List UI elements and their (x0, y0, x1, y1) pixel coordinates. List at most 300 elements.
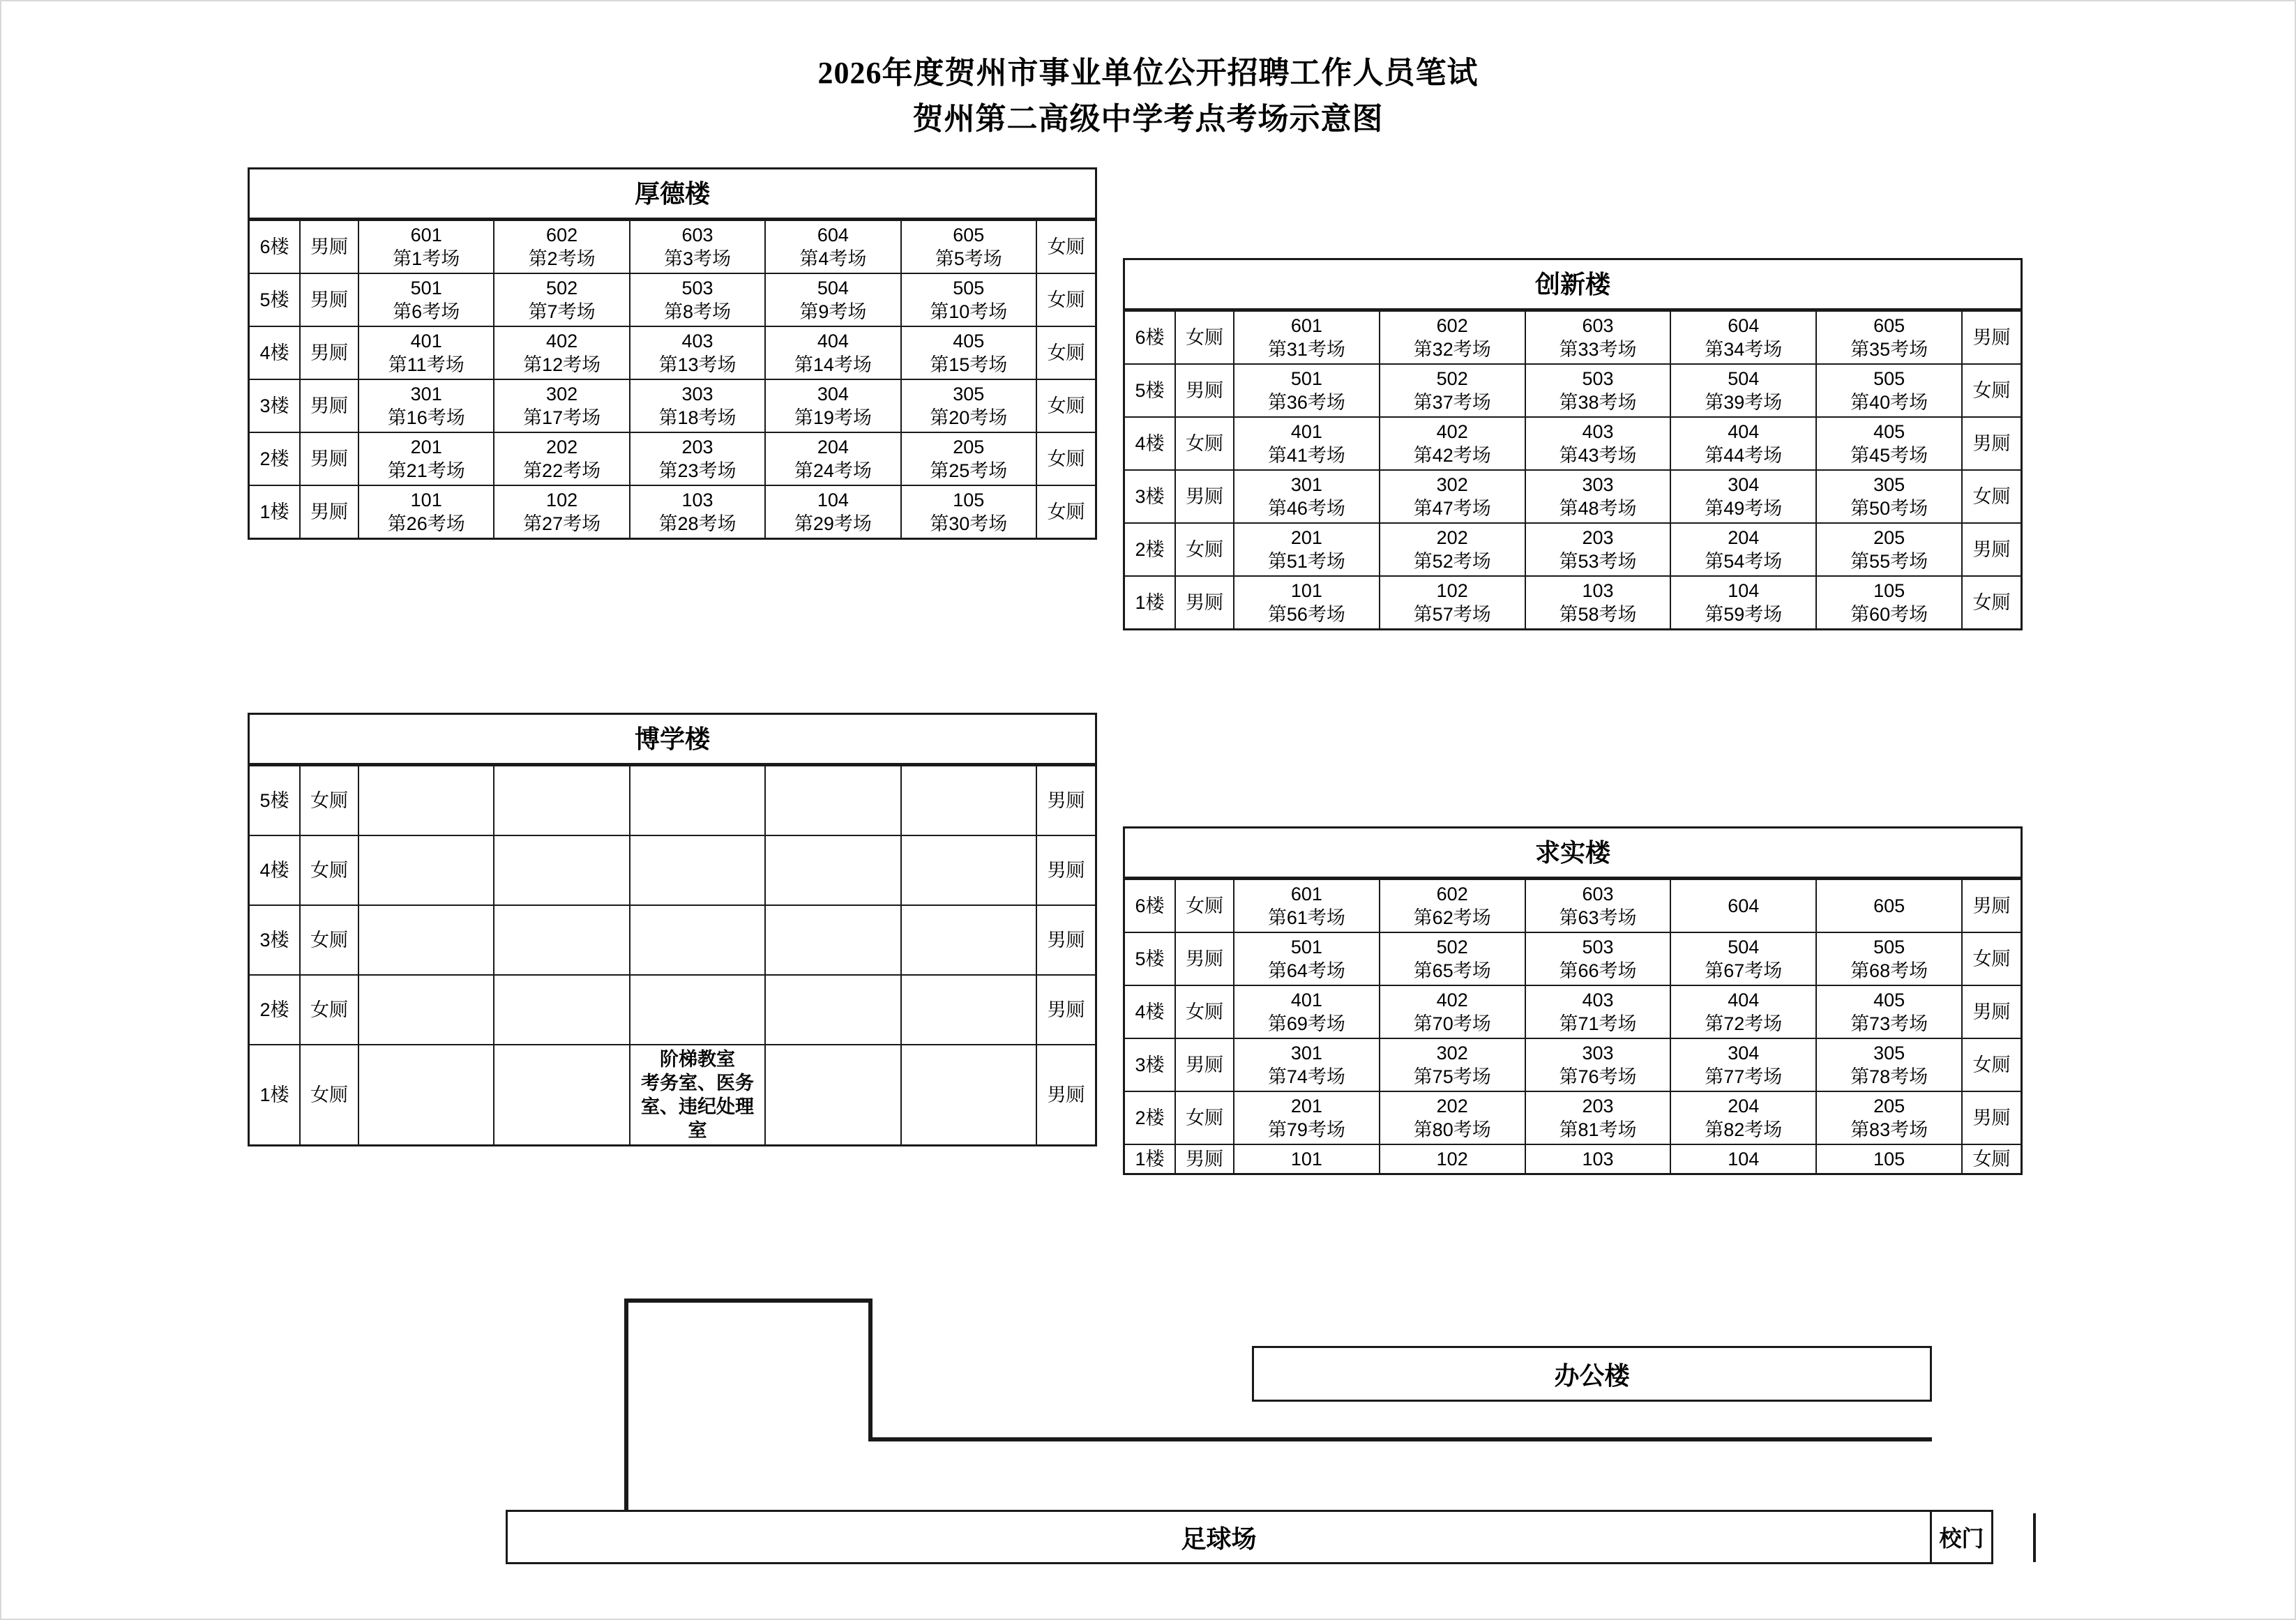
exam-room-label: 第5考场 (935, 248, 1002, 270)
restroom-right: 女厕 (1962, 364, 2021, 417)
room-number: 402 (546, 331, 578, 352)
room-number: 203 (681, 437, 713, 458)
room-number: 202 (1436, 1096, 1468, 1117)
room-cell (1380, 985, 1525, 1038)
football-field-label: 足球场 (1181, 1524, 1257, 1553)
room-cell (765, 220, 900, 273)
exam-room-label: 第46考场 (1267, 498, 1345, 520)
room-cell (1670, 523, 1816, 576)
room-cell (358, 1045, 494, 1144)
exam-room-label: 第38考场 (1559, 392, 1637, 414)
exam-room-label: 第73考场 (1850, 1013, 1928, 1035)
room-cell (1380, 470, 1525, 523)
room-number: 303 (1582, 474, 1614, 496)
exam-room-label: 第77考场 (1705, 1066, 1783, 1088)
floor-label: 3楼 (250, 905, 300, 975)
exam-room-label: 第39考场 (1705, 392, 1783, 414)
room-cell (1816, 932, 1962, 985)
room-number: 202 (546, 437, 578, 458)
room-cell (1816, 311, 1962, 364)
exam-room-label: 第68考场 (1850, 960, 1928, 982)
exam-room-label: 第22考场 (523, 460, 601, 482)
exam-room-label: 第70考场 (1413, 1013, 1491, 1035)
room-number: 204 (1728, 527, 1760, 549)
room-number: 405 (1873, 990, 1905, 1011)
exam-room-label: 第9考场 (799, 301, 867, 323)
room-cell (1816, 523, 1962, 576)
room-cell (1525, 1038, 1671, 1091)
building-chuangxin (1123, 258, 2023, 630)
exam-room-label: 第74考场 (1267, 1066, 1345, 1088)
exam-room-label: 第15考场 (930, 354, 1008, 376)
room-number: 104 (1728, 580, 1760, 602)
exam-room-label: 第53考场 (1559, 551, 1637, 573)
floor-row (250, 220, 1095, 273)
room-number: 101 (1290, 580, 1322, 602)
room-number: 504 (1728, 937, 1760, 958)
restroom-right: 女厕 (1962, 576, 2021, 628)
room-cell (494, 432, 629, 485)
room-cell (1670, 1038, 1816, 1091)
restroom-left: 女厕 (1175, 985, 1234, 1038)
restroom-right: 男厕 (1036, 975, 1095, 1045)
room-number: 203 (1582, 1096, 1614, 1117)
room-number: 304 (1728, 474, 1760, 496)
restroom-right: 男厕 (1962, 985, 2021, 1038)
floor-row (250, 835, 1095, 905)
room-number: 203 (1582, 527, 1614, 549)
floor-row (1125, 1091, 2021, 1144)
floor-label: 1楼 (250, 1045, 300, 1144)
exam-room-label: 第6考场 (393, 301, 460, 323)
room-cell (765, 273, 900, 326)
room-cell (1670, 879, 1816, 932)
room-cell (1234, 576, 1380, 628)
room-cell (358, 975, 494, 1045)
building-chuangxin-grid (1125, 310, 2021, 628)
exam-room-label: 第30考场 (930, 513, 1008, 535)
room-cell (494, 835, 629, 905)
floor-row (250, 273, 1095, 326)
room-cell (1816, 1144, 1962, 1173)
room-cell (630, 485, 765, 538)
path-line-horizontal-upper (624, 1299, 873, 1303)
room-cell (630, 835, 765, 905)
football-field (506, 1510, 1932, 1564)
restroom-right: 男厕 (1036, 905, 1095, 975)
building-boxue (248, 713, 1097, 1146)
room-number: 604 (1728, 895, 1760, 917)
room-cell (1670, 985, 1816, 1038)
floor-row (250, 379, 1095, 432)
room-number: 302 (1436, 474, 1468, 496)
building-houde-rows (250, 220, 1095, 538)
gate-post (2033, 1513, 2036, 1562)
exam-room-label: 第69考场 (1267, 1013, 1345, 1035)
room-number: 503 (1582, 937, 1614, 958)
room-cell (358, 905, 494, 975)
room-number: 305 (953, 384, 985, 405)
room-number: 503 (681, 278, 713, 299)
room-cell (630, 379, 765, 432)
room-cell (1234, 1038, 1380, 1091)
exam-room-label: 第19考场 (794, 407, 872, 429)
room-cell (1816, 1038, 1962, 1091)
exam-room-label: 第13考场 (658, 354, 737, 376)
exam-room-label: 第25考场 (930, 460, 1008, 482)
restroom-right: 男厕 (1962, 1091, 2021, 1144)
room-number: 104 (1728, 1149, 1760, 1170)
room-cell (901, 1045, 1036, 1144)
room-number: 201 (1290, 527, 1322, 549)
room-cell (901, 432, 1036, 485)
building-boxue-grid (250, 765, 1095, 1144)
floor-label: 6楼 (250, 220, 300, 273)
room-number: 504 (1728, 368, 1760, 390)
building-boxue-rows (250, 766, 1095, 1144)
room-cell (630, 975, 765, 1045)
room-cell (901, 273, 1036, 326)
restroom-right: 女厕 (1962, 1144, 2021, 1173)
school-gate (1932, 1510, 1993, 1564)
room-cell (765, 905, 900, 975)
restroom-left: 男厕 (300, 326, 358, 379)
exam-room-label: 第16考场 (387, 407, 465, 429)
room-number: 103 (1582, 1149, 1614, 1170)
exam-room-label: 第58考场 (1559, 604, 1637, 626)
room-cell (1525, 364, 1671, 417)
room-number: 102 (546, 490, 578, 511)
building-houde-title: 厚德楼 (250, 169, 1095, 220)
room-cell (1380, 1144, 1525, 1173)
restroom-right: 女厕 (1036, 326, 1095, 379)
exam-room-label: 第20考场 (930, 407, 1008, 429)
exam-room-label: 第56考场 (1267, 604, 1345, 626)
exam-room-label: 第35考场 (1850, 339, 1928, 361)
restroom-left: 女厕 (300, 1045, 358, 1144)
room-cell (1670, 932, 1816, 985)
room-cell (1816, 417, 1962, 470)
room-cell (358, 326, 494, 379)
room-number: 105 (1873, 1149, 1905, 1170)
room-cell (1525, 879, 1671, 932)
room-number: 403 (1582, 421, 1614, 443)
restroom-left: 男厕 (300, 379, 358, 432)
floor-label: 5楼 (250, 273, 300, 326)
room-cell (494, 379, 629, 432)
room-number: 602 (546, 225, 578, 246)
room-number: 304 (1728, 1043, 1760, 1064)
room-cell (1525, 1091, 1671, 1144)
room-cell (1816, 470, 1962, 523)
exam-room-label: 第8考场 (663, 301, 731, 323)
exam-room-label: 第33考场 (1559, 339, 1637, 361)
restroom-left: 男厕 (1175, 364, 1234, 417)
room-cell (358, 766, 494, 835)
room-cell (494, 485, 629, 538)
exam-room-label: 第80考场 (1413, 1119, 1491, 1141)
room-number: 101 (410, 490, 442, 511)
room-cell (901, 485, 1036, 538)
restroom-right: 女厕 (1036, 379, 1095, 432)
room-cell (1234, 932, 1380, 985)
room-number: 301 (1290, 474, 1322, 496)
exam-room-label: 第31考场 (1267, 339, 1345, 361)
floor-row (250, 326, 1095, 379)
room-number: 502 (1436, 368, 1468, 390)
building-houde-grid (250, 220, 1095, 538)
exam-room-label: 第29考场 (794, 513, 872, 535)
exam-room-label: 第42考场 (1413, 445, 1491, 467)
exam-room-label: 第34考场 (1705, 339, 1783, 361)
room-number: 102 (1436, 1149, 1468, 1170)
exam-room-label: 第67考场 (1705, 960, 1783, 982)
room-cell (1234, 311, 1380, 364)
room-number: 605 (1873, 895, 1905, 917)
exam-room-label: 第7考场 (528, 301, 596, 323)
floor-row (1125, 311, 2021, 364)
room-number: 305 (1873, 1043, 1905, 1064)
floor-row (250, 905, 1095, 975)
room-cell (901, 766, 1036, 835)
exam-room-label: 第1考场 (393, 248, 460, 270)
room-cell (1525, 1144, 1671, 1173)
exam-room-label: 第3考场 (663, 248, 731, 270)
floor-row (1125, 879, 2021, 932)
room-cell (358, 273, 494, 326)
exam-room-label: 第49考场 (1705, 498, 1783, 520)
room-number: 205 (1873, 527, 1905, 549)
restroom-left: 女厕 (300, 905, 358, 975)
room-number: 102 (1436, 580, 1468, 602)
room-number: 105 (953, 490, 985, 511)
restroom-left: 男厕 (1175, 1144, 1234, 1173)
room-cell (1380, 417, 1525, 470)
room-cell (494, 975, 629, 1045)
floor-row (1125, 1144, 2021, 1173)
exam-room-label: 第48考场 (1559, 498, 1637, 520)
floor-row (250, 1045, 1095, 1144)
restroom-left: 男厕 (1175, 932, 1234, 985)
floor-row (1125, 470, 2021, 523)
building-qiushi (1123, 826, 2023, 1175)
exam-room-label: 第71考场 (1559, 1013, 1637, 1035)
floor-row (1125, 576, 2021, 628)
floor-row (250, 432, 1095, 485)
room-number: 504 (817, 278, 849, 299)
exam-room-label: 第62考场 (1413, 907, 1491, 929)
room-number: 302 (546, 384, 578, 405)
restroom-left: 男厕 (1175, 1038, 1234, 1091)
exam-room-label: 第37考场 (1413, 392, 1491, 414)
room-number: 502 (1436, 937, 1468, 958)
room-cell (765, 975, 900, 1045)
exam-room-label: 第12考场 (523, 354, 601, 376)
room-number: 201 (1290, 1096, 1322, 1117)
room-number: 405 (1873, 421, 1905, 443)
room-cell (1380, 1038, 1525, 1091)
room-number: 301 (1290, 1043, 1322, 1064)
exam-room-label: 第11考场 (388, 354, 465, 376)
room-number: 105 (1873, 580, 1905, 602)
restroom-left: 女厕 (1175, 523, 1234, 576)
floor-row (250, 766, 1095, 835)
room-cell (765, 432, 900, 485)
room-number: 205 (953, 437, 985, 458)
room-cell (1670, 576, 1816, 628)
title-line-1: 2026年度贺州市事业单位公开招聘工作人员笔试 (817, 56, 1479, 90)
room-cell (1234, 985, 1380, 1038)
room-number: 601 (1290, 315, 1322, 337)
exam-room-label: 第83考场 (1850, 1119, 1928, 1141)
room-number: 402 (1436, 990, 1468, 1011)
room-cell (765, 766, 900, 835)
exam-room-label: 第47考场 (1413, 498, 1491, 520)
room-number: 601 (1290, 884, 1322, 905)
room-cell (1525, 417, 1671, 470)
room-cell (1380, 311, 1525, 364)
building-qiushi-title: 求实楼 (1125, 828, 2021, 879)
exam-room-label: 第63考场 (1559, 907, 1637, 929)
room-number: 604 (817, 225, 849, 246)
floor-row (1125, 1038, 2021, 1091)
restroom-left: 男厕 (300, 220, 358, 273)
room-cell (765, 835, 900, 905)
room-number: 104 (817, 490, 849, 511)
exam-room-label: 第82考场 (1705, 1119, 1783, 1141)
room-number: 605 (953, 225, 985, 246)
building-qiushi-rows (1125, 879, 2021, 1173)
exam-room-label: 第57考场 (1413, 604, 1491, 626)
room-cell (1380, 576, 1525, 628)
exam-room-label: 考务室、医务室、违纪处理室 (640, 1073, 754, 1142)
room-cell (358, 379, 494, 432)
room-number: 404 (1728, 990, 1760, 1011)
room-number: 605 (1873, 315, 1905, 337)
exam-room-label: 第65考场 (1413, 960, 1491, 982)
exam-room-label: 第54考场 (1705, 551, 1783, 573)
room-cell (630, 432, 765, 485)
room-cell (1670, 1091, 1816, 1144)
room-cell (1234, 417, 1380, 470)
restroom-right: 女厕 (1962, 1038, 2021, 1091)
restroom-right: 女厕 (1962, 470, 2021, 523)
room-cell (358, 432, 494, 485)
room-number: 201 (410, 437, 442, 458)
room-number: 305 (1873, 474, 1905, 496)
room-number: 604 (1728, 315, 1760, 337)
room-cell (1525, 932, 1671, 985)
restroom-left: 男厕 (300, 273, 358, 326)
exam-room-label: 第43考场 (1559, 445, 1637, 467)
exam-room-label: 第17考场 (523, 407, 601, 429)
restroom-right: 男厕 (1962, 879, 2021, 932)
floor-row (250, 485, 1095, 538)
school-gate-label: 校门 (1939, 1526, 1984, 1551)
restroom-left: 女厕 (1175, 1091, 1234, 1144)
path-line-vertical-right (868, 1299, 873, 1441)
room-number: 603 (681, 225, 713, 246)
building-office-label: 办公楼 (1554, 1361, 1630, 1390)
room-cell (1234, 1144, 1380, 1173)
exam-room-label: 第41考场 (1267, 445, 1345, 467)
floor-label: 4楼 (250, 835, 300, 905)
exam-room-label: 第64考场 (1267, 960, 1345, 982)
room-cell (901, 835, 1036, 905)
restroom-left: 女厕 (1175, 311, 1234, 364)
room-cell (1816, 576, 1962, 628)
room-number: 103 (681, 490, 713, 511)
room-number: 503 (1582, 368, 1614, 390)
exam-room-label: 第27考场 (523, 513, 601, 535)
floor-label: 6楼 (1125, 879, 1175, 932)
room-number: 401 (1290, 421, 1322, 443)
room-cell (494, 1045, 629, 1144)
room-number: 304 (817, 384, 849, 405)
room-number: 501 (1290, 368, 1322, 390)
building-qiushi-grid (1125, 879, 2021, 1173)
exam-room-label: 第61考场 (1267, 907, 1345, 929)
exam-room-label: 第44考场 (1705, 445, 1783, 467)
room-number: 404 (817, 331, 849, 352)
room-cell (1670, 470, 1816, 523)
room-number: 阶梯教室 (659, 1049, 735, 1070)
restroom-right: 男厕 (1036, 835, 1095, 905)
room-number: 404 (1728, 421, 1760, 443)
room-cell (630, 220, 765, 273)
path-line-horizontal-lower (868, 1437, 1932, 1441)
restroom-left: 男厕 (1175, 470, 1234, 523)
room-cell (1380, 932, 1525, 985)
room-cell (1234, 1091, 1380, 1144)
room-cell (494, 326, 629, 379)
exam-room-label: 第26考场 (387, 513, 465, 535)
room-cell (358, 220, 494, 273)
exam-room-label: 第52考场 (1413, 551, 1491, 573)
restroom-right: 男厕 (1962, 311, 2021, 364)
floor-label: 5楼 (250, 766, 300, 835)
room-number: 505 (1873, 368, 1905, 390)
floor-label: 3楼 (1125, 470, 1175, 523)
room-cell (630, 766, 765, 835)
exam-room-label: 第59考场 (1705, 604, 1783, 626)
building-boxue-title: 博学楼 (250, 715, 1095, 765)
room-number: 402 (1436, 421, 1468, 443)
room-cell (630, 1045, 765, 1144)
floor-label: 1楼 (1125, 576, 1175, 628)
exam-room-label: 第32考场 (1413, 339, 1491, 361)
floor-label: 4楼 (1125, 985, 1175, 1038)
room-number: 303 (1582, 1043, 1614, 1064)
exam-room-label: 第55考场 (1850, 551, 1928, 573)
room-cell (1670, 364, 1816, 417)
room-number: 401 (410, 331, 442, 352)
restroom-left: 男厕 (300, 432, 358, 485)
exam-room-label: 第4考场 (799, 248, 867, 270)
room-cell (358, 485, 494, 538)
room-cell (1380, 364, 1525, 417)
floor-label: 4楼 (250, 326, 300, 379)
floor-label: 3楼 (250, 379, 300, 432)
restroom-left: 男厕 (300, 485, 358, 538)
floor-label: 6楼 (1125, 311, 1175, 364)
room-number: 501 (1290, 937, 1322, 958)
title-line-2: 贺州第二高级中学考点考场示意图 (912, 102, 1384, 136)
room-cell (1234, 879, 1380, 932)
floor-label: 5楼 (1125, 364, 1175, 417)
floor-label: 5楼 (1125, 932, 1175, 985)
restroom-right: 女厕 (1036, 220, 1095, 273)
